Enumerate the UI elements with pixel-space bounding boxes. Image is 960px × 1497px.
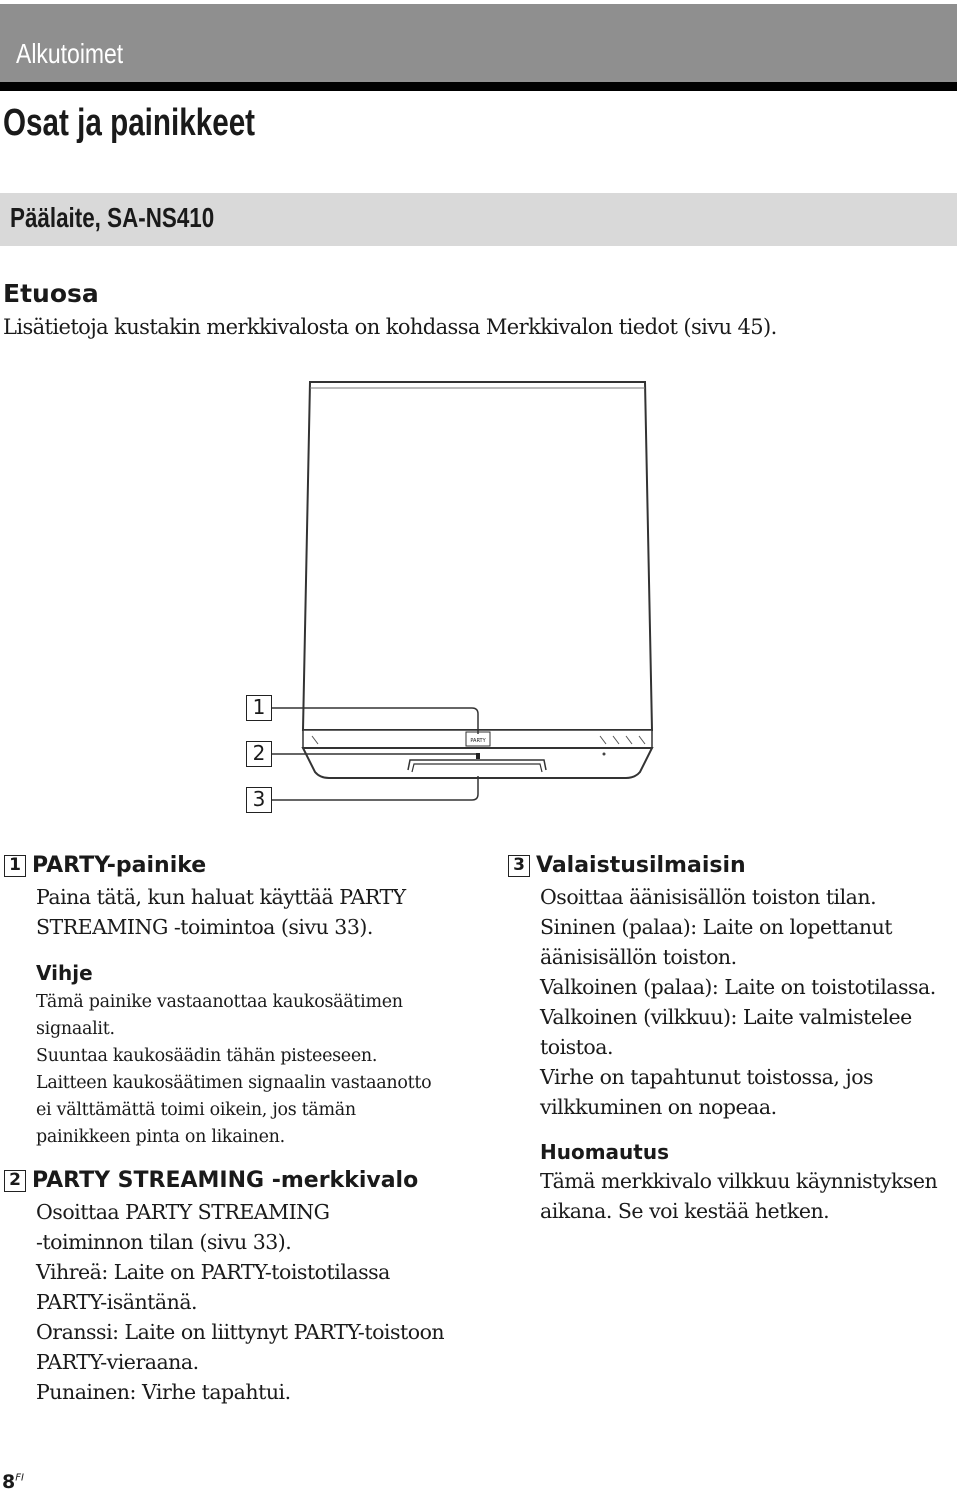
item-3-heading: [508, 853, 746, 878]
tip-heading: Vihje: [36, 961, 93, 985]
note-heading: Huomautus: [540, 1140, 669, 1164]
item-3-title: Valaistusilmaisin: [536, 853, 746, 878]
front-intro: Lisätietoja kustakin merkkivalosta on kohdassa Merkkivalon tiedot (sivu 45).: [3, 315, 777, 339]
section-title: Alkutoimet: [16, 38, 124, 69]
item-1-heading: [4, 853, 206, 878]
item-2-title: PARTY STREAMING -merkkivalo: [32, 1168, 419, 1193]
text-line: Punainen: Virhe tapahtui.: [36, 1380, 291, 1404]
text-line: signaalit.: [36, 1019, 115, 1039]
text-line: painikkeen pinta on likainen.: [36, 1127, 285, 1147]
text-line: toistoa.: [540, 1035, 613, 1059]
item-1-title: PARTY-painike: [32, 853, 207, 878]
device-illustration: [0, 360, 960, 820]
text-line: Tämä merkkivalo vilkkuu käynnistyksen: [540, 1169, 938, 1193]
text-line: Osoittaa äänisisällön toiston tilan.: [540, 885, 877, 909]
callout-3: 3: [246, 787, 272, 813]
subsection-header-bar: [0, 193, 957, 246]
item-1-description: [36, 882, 406, 942]
item-1-number: 1: [4, 855, 26, 877]
text-line: Virhe on tapahtunut toistossa, jos: [540, 1065, 874, 1089]
text-line: Tämä painike vastaanottaa kaukosäätimen: [36, 992, 403, 1012]
tip-text: [36, 989, 431, 1151]
text-line: äänisisällön toiston.: [540, 945, 737, 969]
text-line: vilkkuminen on nopeaa.: [540, 1095, 777, 1119]
text-line: PARTY-vieraana.: [36, 1350, 199, 1374]
note-text: [540, 1166, 937, 1226]
text-line: Sininen (palaa): Laite on lopettanut: [540, 915, 893, 939]
item-2-description: [36, 1197, 444, 1407]
speaker-front-drawing: [0, 360, 960, 820]
page-title: Osat ja painikkeet: [3, 102, 256, 144]
text-line: -toiminnon tilan (sivu 33).: [36, 1230, 292, 1254]
party-indicator-drawing: [476, 753, 480, 759]
language-code: FI: [15, 1472, 24, 1484]
item-2-number: 2: [4, 1170, 26, 1192]
front-heading: Etuosa: [3, 279, 99, 308]
text-line: PARTY-isäntänä.: [36, 1290, 198, 1314]
text-line: Vihreä: Laite on PARTY-toistotilassa: [36, 1260, 390, 1284]
item-3-description: [540, 882, 936, 1122]
text-line: STREAMING -toimintoa (sivu 33).: [36, 915, 373, 939]
text-line: aikana. Se voi kestää hetken.: [540, 1199, 830, 1223]
text-line: Oranssi: Laite on liittynyt PARTY-toistoon: [36, 1320, 445, 1344]
item-3-number: 3: [508, 855, 530, 877]
text-line: Paina tätä, kun haluat käyttää PARTY: [36, 885, 406, 909]
party-button-text: PARTY: [470, 738, 486, 744]
page-number-value: 8: [2, 1471, 16, 1493]
text-line: Laitteen kaukosäätimen signaalin vastaanotto: [36, 1073, 432, 1093]
callout-1: 1: [246, 695, 272, 721]
subsection-title: Päälaite, SA-NS410: [10, 202, 215, 233]
text-line: Valkoinen (vilkkuu): Laite valmistelee: [540, 1005, 912, 1029]
page-number: [2, 1471, 24, 1493]
speaker-body: [303, 382, 652, 730]
callout-2: 2: [246, 741, 272, 767]
section-header-bar: [0, 4, 957, 82]
item-2-heading: [4, 1168, 418, 1193]
speaker-base: [303, 748, 652, 778]
text-line: Suuntaa kaukosäädin tähän pisteeseen.: [36, 1046, 378, 1066]
text-line: ei välttämättä toimi oikein, jos tämän: [36, 1100, 356, 1120]
text-line: Valkoinen (palaa): Laite on toistotilassa.: [540, 975, 936, 999]
section-divider: [0, 82, 957, 91]
text-line: Osoittaa PARTY STREAMING: [36, 1200, 330, 1224]
callout-line-3: [272, 776, 478, 800]
